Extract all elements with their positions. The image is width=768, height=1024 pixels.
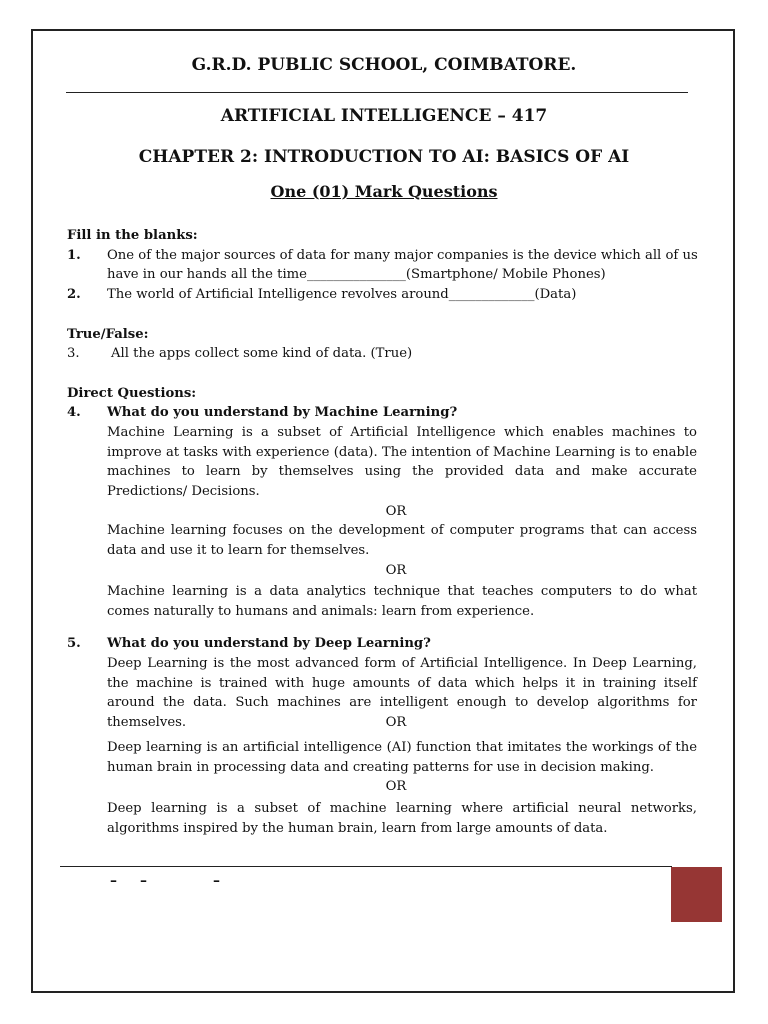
question-5-title: What do you understand by Deep Learning? [107,636,431,651]
footer-dash: – [110,873,117,889]
subject-title: ARTIFICIAL INTELLIGENCE – 417 [220,106,548,126]
question-1-line-2: have in our hands all the time_______________(Smartphone/ Mobile Phones) [107,267,606,282]
marks-heading: One (01) Mark Questions [270,182,498,201]
question-number: 1. [67,248,81,263]
section-true-false: True/False: [67,327,149,342]
question-5-answer-1: Deep Learning is the most advanced form of Artificial Intelligence. In Deep Learning, the machine is trained with huge amounts of data which helps it in training itself around the data. Such machines are intelligent enough to develop algorithms for themselves. [107,656,697,730]
question-5-answer-3: Deep learning is a subset of machine learning where artificial neural networks, algorithms inspired by the human brain, learn from large amounts of data. [107,801,697,836]
footer-accent-block [671,867,722,922]
section-fill-in-blanks: Fill in the blanks: [67,228,198,243]
question-4-title: What do you understand by Machine Learning? [107,405,458,420]
question-number: 4. [67,405,81,420]
question-number: 5. [67,636,81,651]
question-1-line-1: One of the major sources of data for many major companies is the device which all of us [107,248,698,263]
school-name: G.R.D. PUBLIC SCHOOL, COIMBATORE. [191,55,577,75]
question-number: 3. [67,346,80,361]
question-4-answer-3: Machine learning is a data analytics technique that teaches computers to do what comes naturally to humans and animals: learn from experience. [107,584,697,619]
footer-dash: – [213,873,220,889]
section-direct-questions: Direct Questions: [67,386,197,401]
header-divider [66,92,688,93]
or-separator: OR [385,504,407,519]
question-4-answer-2: Machine learning focuses on the development of computer programs that can access data and use it to learn for themselves. [107,523,697,558]
question-2-text: The world of Artificial Intelligence revolves around_____________(Data) [107,287,577,302]
question-3-text: All the apps collect some kind of data. (True) [111,346,413,361]
footer-dash: – [140,873,147,889]
or-separator: OR [385,779,407,794]
or-separator: OR [385,563,407,578]
footer-divider [60,866,672,867]
question-4-answer-1: Machine Learning is a subset of Artificial Intelligence which enables machines to improve at tasks with experience (data). The intention of Machine Learning is to enable machines to learn by themselves using the provided data and make accurate Predictions/ Decisions. [107,425,697,499]
question-5-answer-2: Deep learning is an artificial intelligence (AI) function that imitates the workings of the human brain in processing data and creating patterns for use in decision making. [107,740,697,775]
question-number: 2. [67,287,81,302]
or-separator: OR [385,715,407,730]
chapter-title: CHAPTER 2: INTRODUCTION TO AI: BASICS OF AI [138,147,630,167]
